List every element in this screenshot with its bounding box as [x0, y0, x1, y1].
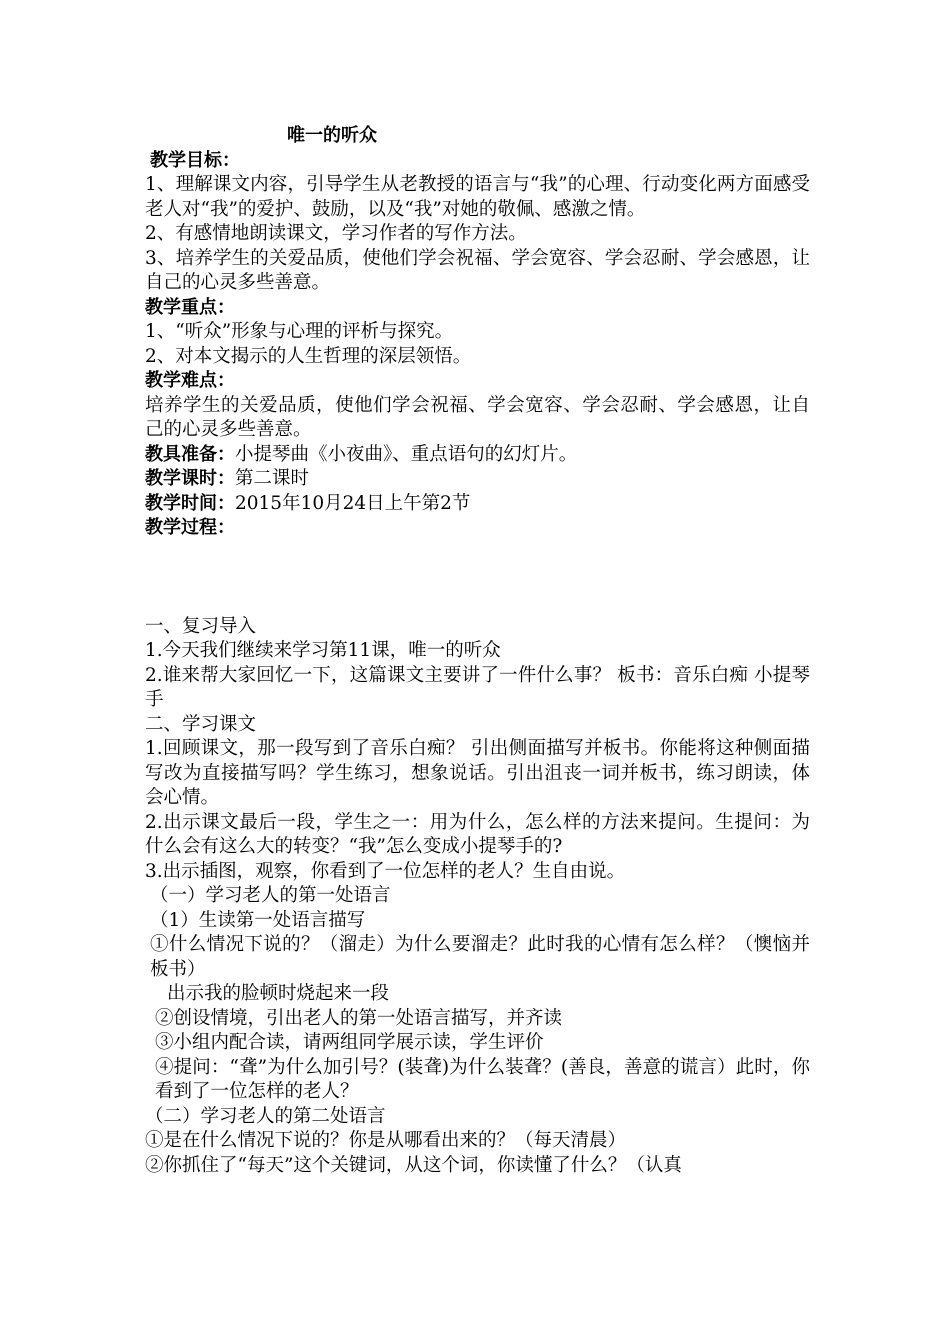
- materials-heading: 教具准备：: [145, 443, 235, 465]
- time-heading: 教学时间：: [145, 492, 235, 514]
- section-title: 二、学习课文: [145, 713, 257, 735]
- section-item: 3.出示插图，观察，你看到了一位怎样的老人？生自由说。: [145, 860, 626, 882]
- subsection-title: （二）学习老人的第二处语言: [145, 1105, 386, 1127]
- goal-item: 3、培养学生的关爱品质，使他们学会祝福、学会宽容、学会忍耐、学会感恩，让自己的心灵多些善意。: [145, 247, 810, 293]
- goal-item: 1、理解课文内容，引导学生从老教授的语言与“我”的心理、行动变化两方面感受老人对“我”的爱护、鼓励，以及“我”对她的敬佩、感激之情。: [145, 174, 810, 220]
- section-item: 1.今天我们继续来学习第11课，唯一的听众: [145, 640, 501, 661]
- subsection-title: （一）学习老人的第一处语言: [150, 885, 391, 906]
- section-item: 2.出示课文最后一段，学生之一：用为什么，怎么样的方法来提问。生提问：为什么会有这么大的转变？“我”怎么变成小提琴手的?: [145, 811, 810, 857]
- materials-text: 小提琴曲《小夜曲》、重点语句的幻灯片。: [235, 443, 578, 465]
- step-item: ④提问：“聋”为什么加引号？(装聋)为什么装聋？(善良，善意的谎言）此时，你看到了一位怎样的老人？: [155, 1056, 810, 1102]
- step-item: ①什么情况下说的？（溜走）为什么要溜走？此时我的心情有怎么样？（懊恼并板书）: [150, 934, 810, 980]
- step-item: ②你抓住了“每天”这个关键词，从这个词，你读懂了什么？（认真: [145, 1154, 682, 1176]
- step-item: ①是在什么情况下说的？你是从哪看出来的？（每天清晨）: [145, 1130, 627, 1151]
- goals-heading: 教学目标：: [150, 149, 240, 171]
- period-heading: 教学课时：: [145, 468, 235, 489]
- period-text: 第二课时: [235, 468, 310, 489]
- section-title: 一、复习导入: [145, 615, 257, 637]
- section-item: 1.回顾课文，那一段写到了音乐白痴？ 引出侧面描写并板书。你能将这种侧面描写改为直接描写吗？学生练习，想象说话。引出沮丧一词并板书，练习朗读，体会心情。: [145, 738, 810, 808]
- step-item: ③小组内配合读，请两组同学展示读，学生评价: [155, 1032, 544, 1053]
- difficulties-heading: 教学难点：: [145, 370, 235, 391]
- time-text: 2015年10月24日上午第2节: [235, 492, 471, 514]
- materials-line: [145, 443, 810, 468]
- section-item: 2.谁来帮大家回忆一下，这篇课文主要讲了一件什么事？ 板书：音乐白痴 小提琴手: [145, 664, 810, 710]
- process-heading: 教学过程：: [145, 517, 235, 538]
- step-item: 出示我的脸顿时烧起来一段: [167, 983, 390, 1004]
- key-points-heading: 教学重点：: [145, 296, 235, 318]
- period-line: [145, 467, 810, 492]
- time-line: [145, 492, 810, 517]
- step-item: ②创设情境，引出老人的第一处语言描写，并齐读: [155, 1007, 563, 1029]
- document-title: 唯一的听众: [287, 125, 377, 146]
- subsection-subtitle: （1）生读第一处语言描写: [150, 909, 366, 931]
- goal-item: 2、有感情地朗读课文，学习作者的写作方法。: [145, 223, 527, 244]
- key-point-item: 1、“听众”形象与心理的评析与探究。: [145, 321, 454, 342]
- blank-space: [145, 541, 810, 615]
- key-point-item: 2、对本文揭示的人生哲理的深层领悟。: [145, 345, 472, 367]
- document-body: [145, 124, 810, 1178]
- difficulties-text: 培养学生的关爱品质，使他们学会祝福、学会宽容、学会忍耐、学会感恩，让自己的心灵多些善意。: [145, 394, 810, 440]
